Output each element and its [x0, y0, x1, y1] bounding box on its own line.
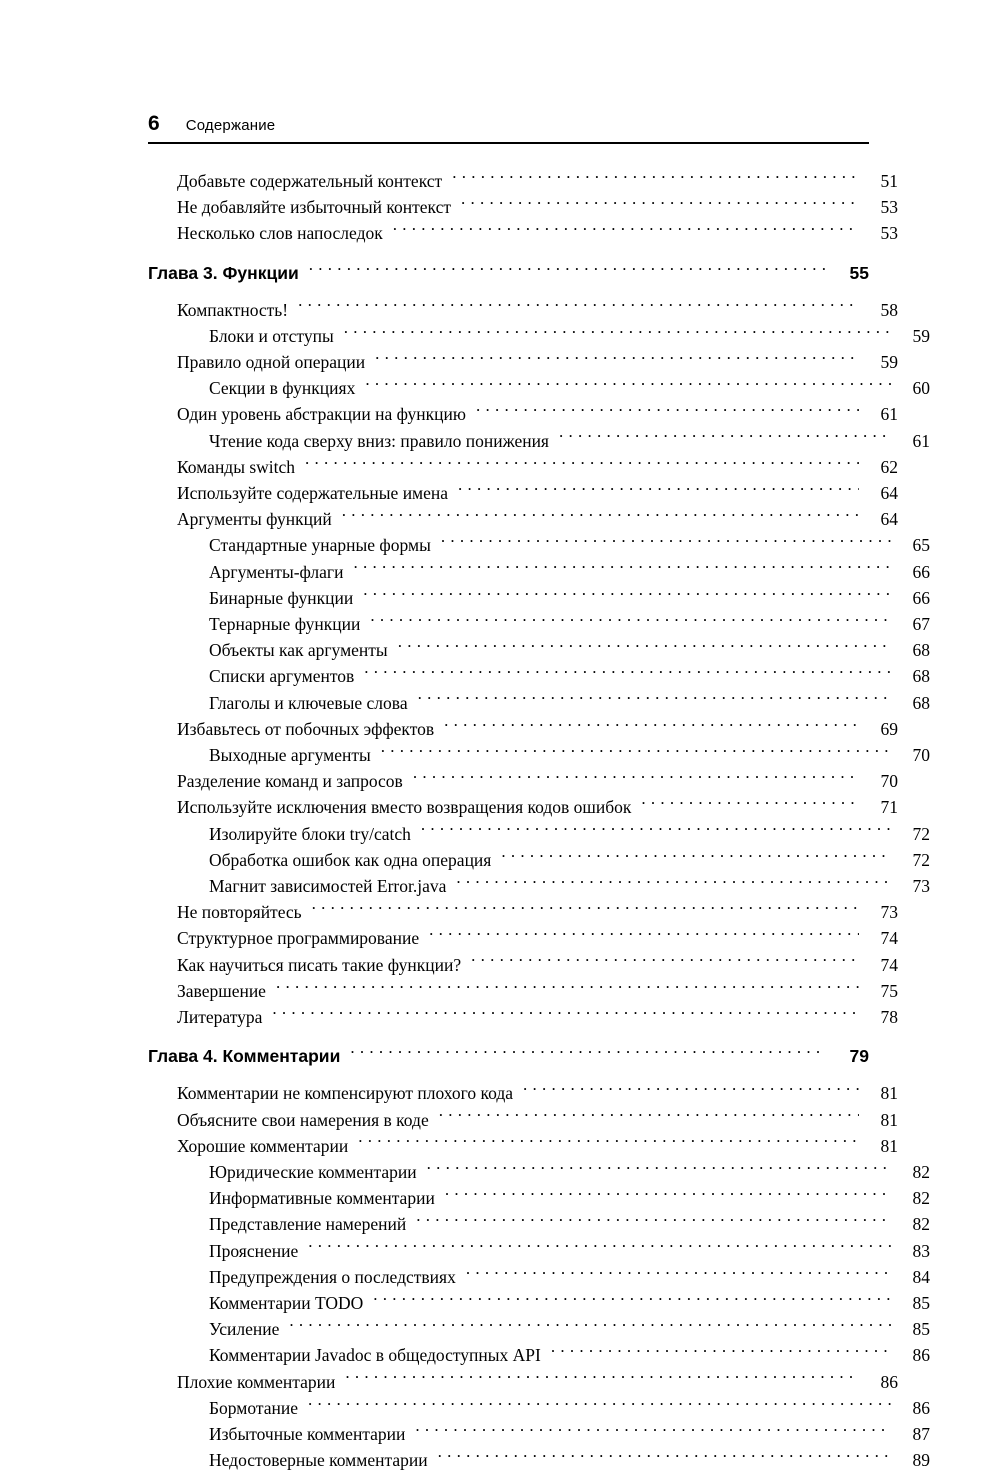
toc-entry[interactable]: [209, 1211, 930, 1237]
toc-entry-label: Добавьте содержательный контекст: [177, 171, 443, 191]
toc-entry[interactable]: [209, 428, 930, 454]
toc-leader-dots: [559, 429, 891, 447]
toc-leader-dots: [415, 1422, 891, 1440]
toc-entry-label: Информативные комментарии: [209, 1188, 435, 1209]
toc-leader-dots: [421, 822, 891, 840]
toc-entry-page: 70: [912, 745, 930, 766]
toc-entry[interactable]: [177, 899, 898, 925]
toc-leader-dots: [358, 1134, 859, 1152]
toc-leader-dots: [501, 848, 891, 866]
toc-leader-dots: [461, 196, 859, 214]
toc-leader-dots: [344, 324, 891, 342]
toc-leader-dots: [289, 1318, 891, 1336]
toc-leader-dots: [373, 1291, 891, 1309]
toc-entry-label: Комментарии TODO: [209, 1292, 364, 1313]
toc-entry-page: 86: [912, 1345, 930, 1366]
toc-entry-page: 61: [912, 430, 930, 451]
toc-entry[interactable]: [177, 480, 898, 506]
toc-entry-label: Чтение кода сверху вниз: правило понижения: [209, 430, 549, 451]
toc-entry[interactable]: [209, 637, 930, 663]
toc-entry[interactable]: [177, 194, 898, 220]
toc-entry-label: Завершение: [177, 980, 266, 1001]
toc-leader-dots: [439, 1108, 859, 1126]
toc-leader-dots: [456, 875, 891, 893]
toc-entry-page: 64: [880, 483, 898, 504]
toc-entry-page: 87: [912, 1423, 930, 1444]
toc-leader-dots: [418, 691, 891, 709]
toc-entry-label: Стандартные унарные формы: [209, 535, 431, 556]
toc-entry[interactable]: [209, 1342, 930, 1368]
toc-leader-dots: [312, 901, 859, 919]
toc-entry-label: Как научиться писать такие функции?: [177, 954, 462, 975]
toc-entry-label: Разделение команд и запросов: [177, 771, 403, 792]
toc-entry[interactable]: [209, 1290, 930, 1316]
toc-entry-label: Не повторяйтесь: [177, 902, 302, 923]
toc-entry-page: 74: [880, 954, 898, 975]
toc-leader-dots: [309, 261, 826, 279]
toc-entry[interactable]: [177, 506, 898, 532]
toc-entry[interactable]: [177, 1133, 898, 1159]
toc-entry-page: 67: [912, 614, 930, 635]
toc-entry-label: Избавьтесь от побочных эффектов: [177, 718, 435, 739]
toc-entry-page: 72: [912, 823, 930, 844]
toc-chapter-entry[interactable]: [148, 260, 869, 287]
toc-leader-dots: [471, 953, 859, 971]
toc-entry-label: Предупреждения о последствиях: [209, 1266, 456, 1287]
toc-entry-label: Недостоверные комментарии: [209, 1450, 428, 1471]
toc-leader-dots: [445, 1187, 891, 1205]
toc-entry-label: Используйте содержательные имена: [177, 483, 449, 504]
toc-entry[interactable]: [209, 559, 930, 585]
toc-entry-page: 53: [880, 223, 898, 244]
toc-entry[interactable]: [209, 1447, 930, 1473]
toc-leader-dots: [452, 170, 859, 188]
header-divider: [148, 142, 869, 144]
toc-entry-page: 81: [880, 1135, 898, 1156]
toc-leader-dots: [429, 927, 859, 945]
toc-entry-page: 58: [880, 299, 898, 320]
toc-entry-page: 78: [880, 1007, 898, 1028]
toc-entry[interactable]: [177, 978, 898, 1004]
toc-entry[interactable]: [209, 1421, 930, 1447]
toc-list: [148, 168, 930, 1473]
toc-leader-dots: [305, 455, 859, 473]
toc-entry[interactable]: [177, 401, 898, 427]
toc-leader-dots: [458, 482, 859, 500]
toc-leader-dots: [441, 534, 891, 552]
toc-entry-label: Объекты как аргументы: [209, 640, 388, 661]
toc-entry[interactable]: [177, 1107, 898, 1133]
toc-entry[interactable]: [209, 1238, 930, 1264]
toc-leader-dots: [298, 298, 859, 316]
toc-entry-page: 59: [880, 352, 898, 373]
toc-entry-label: Секции в функциях: [209, 378, 356, 399]
toc-entry-label: Глава 4. Комментарии: [148, 1046, 341, 1067]
toc-entry[interactable]: [209, 532, 930, 558]
toc-entry-page: 75: [880, 980, 898, 1001]
toc-entry-label: Один уровень абстракции на функцию: [177, 404, 466, 425]
toc-entry[interactable]: [209, 323, 930, 349]
toc-entry[interactable]: [177, 454, 898, 480]
toc-entry[interactable]: [177, 925, 898, 951]
toc-entry[interactable]: [209, 1159, 930, 1185]
toc-entry[interactable]: [177, 297, 898, 323]
toc-entry-label: Команды switch: [177, 456, 296, 477]
toc-leader-dots: [444, 717, 859, 735]
toc-entry-page: 69: [880, 718, 898, 739]
toc-entry-page: 85: [912, 1319, 930, 1340]
toc-entry-page: 82: [912, 1161, 930, 1182]
toc-entry-label: Несколько слов напоследок: [177, 223, 383, 244]
toc-entry-page: 89: [912, 1450, 930, 1471]
toc-entry-label: Аргументы функций: [177, 509, 332, 530]
toc-entry-page: 86: [880, 1371, 898, 1392]
toc-entry-page: 86: [912, 1397, 930, 1418]
toc-entry-label: Бинарные функции: [209, 587, 354, 608]
toc-entry[interactable]: [177, 349, 898, 375]
running-head: [148, 112, 868, 136]
toc-entry-page: 66: [912, 587, 930, 608]
toc-entry[interactable]: [209, 375, 930, 401]
toc-entry-label: Прояснение: [209, 1240, 299, 1261]
toc-entry[interactable]: [209, 742, 930, 768]
toc-entry-page: 84: [912, 1266, 930, 1287]
toc-leader-dots: [353, 560, 891, 578]
toc-entry-label: Блоки и отступы: [209, 325, 334, 346]
toc-entry-page: 68: [912, 666, 930, 687]
toc-entry-label: Юридические комментарии: [209, 1161, 417, 1182]
toc-entry[interactable]: [209, 690, 930, 716]
toc-entry[interactable]: [177, 768, 898, 794]
toc-entry-label: Хорошие комментарии: [177, 1135, 349, 1156]
toc-leader-dots: [466, 1265, 891, 1283]
toc-leader-dots: [276, 979, 859, 997]
toc-entry-label: Усиление: [209, 1319, 280, 1340]
toc-leader-dots: [308, 1239, 891, 1257]
toc-entry[interactable]: [209, 585, 930, 611]
toc-entry-label: Бормотание: [209, 1397, 299, 1418]
toc-entry-label: Избыточные комментарии: [209, 1423, 406, 1444]
toc-entry-label: Обработка ошибок как одна операция: [209, 849, 492, 870]
toc-leader-dots: [350, 1045, 826, 1063]
toc-entry-label: Правило одной операции: [177, 352, 366, 373]
toc-entry[interactable]: [177, 1369, 898, 1395]
toc-leader-dots: [641, 796, 859, 814]
toc-entry[interactable]: [177, 794, 898, 820]
page-title: Содержание: [185, 117, 276, 134]
toc-entry-page: 68: [912, 692, 930, 713]
toc-entry-label: Представление намерений: [209, 1214, 407, 1235]
toc-entry-label: Аргументы-флаги: [209, 561, 344, 582]
toc-chapter-entry[interactable]: [148, 1043, 869, 1070]
toc-leader-dots: [375, 351, 859, 369]
toc-entry-page: 81: [880, 1109, 898, 1130]
toc-leader-dots: [370, 613, 891, 631]
toc-leader-dots: [345, 1370, 859, 1388]
toc-entry-label: Глава 3. Функции: [148, 262, 299, 283]
toc-entry-page: 68: [912, 640, 930, 661]
toc-leader-dots: [413, 770, 859, 788]
toc-entry[interactable]: [209, 847, 930, 873]
toc-entry-label: Объясните свои намерения в коде: [177, 1109, 429, 1130]
toc-entry-page: 70: [880, 771, 898, 792]
toc-entry[interactable]: [209, 873, 930, 899]
toc-entry-page: 53: [880, 197, 898, 218]
toc-entry-page: 74: [880, 928, 898, 949]
toc-entry[interactable]: [209, 1185, 930, 1211]
toc-entry[interactable]: [209, 611, 930, 637]
toc-entry-label: Используйте исключения вместо возвращения кодов ошибок: [177, 797, 632, 818]
toc-entry-label: Комментарии Javadoc в общедоступных API: [209, 1345, 541, 1366]
toc-entry-label: Не добавляйте избыточный контекст: [177, 197, 452, 218]
toc-leader-dots: [272, 1006, 859, 1024]
toc-entry-page: 55: [849, 262, 869, 283]
toc-entry-label: Магнит зависимостей Error.java: [209, 876, 447, 897]
toc-entry[interactable]: [209, 1264, 930, 1290]
toc-entry[interactable]: [177, 716, 898, 742]
toc-leader-dots: [438, 1449, 891, 1467]
toc-leader-dots: [551, 1344, 891, 1362]
toc-entry-page: 85: [912, 1292, 930, 1313]
toc-entry-page: 83: [912, 1240, 930, 1261]
toc-leader-dots: [398, 639, 891, 657]
toc-entry-label: Структурное программирование: [177, 928, 420, 949]
toc-entry-page: 51: [880, 171, 898, 191]
toc-entry[interactable]: [177, 168, 898, 194]
toc-entry-page: 62: [880, 456, 898, 477]
toc-entry-page: 72: [912, 849, 930, 870]
page-number: 6: [148, 112, 160, 135]
toc-entry-label: Литература: [177, 1007, 263, 1028]
toc-entry-page: 64: [880, 509, 898, 530]
toc-entry-page: 82: [912, 1188, 930, 1209]
toc-leader-dots: [476, 403, 859, 421]
toc-leader-dots: [523, 1082, 859, 1100]
toc-entry-page: 60: [912, 378, 930, 399]
toc-entry-label: Плохие комментарии: [177, 1371, 336, 1392]
toc-entry-label: Компактность!: [177, 299, 289, 320]
toc-entry[interactable]: [177, 1080, 898, 1106]
toc-leader-dots: [342, 508, 859, 526]
toc-leader-dots: [416, 1213, 891, 1231]
toc-entry-page: 79: [849, 1046, 869, 1067]
toc-entry-page: 66: [912, 561, 930, 582]
toc-entry-page: 65: [912, 535, 930, 556]
toc-entry-page: 82: [912, 1214, 930, 1235]
toc-entry[interactable]: [177, 220, 898, 246]
toc-entry[interactable]: [209, 1395, 930, 1421]
toc-entry-page: 81: [880, 1083, 898, 1104]
toc-entry[interactable]: [209, 1316, 930, 1342]
toc-leader-dots: [364, 665, 891, 683]
toc-leader-dots: [381, 744, 891, 762]
toc-entry-page: 71: [880, 797, 898, 818]
toc-entry-page: 73: [880, 902, 898, 923]
toc-leader-dots: [308, 1396, 891, 1414]
toc-entry[interactable]: [177, 952, 898, 978]
toc-entry-label: Тернарные функции: [209, 614, 361, 635]
toc-entry-label: Списки аргументов: [209, 666, 355, 687]
toc-entry-label: Комментарии не компенсируют плохого кода: [177, 1083, 514, 1104]
toc-leader-dots: [365, 377, 891, 395]
toc-entry-label: Изолируйте блоки try/catch: [209, 823, 411, 844]
toc-entry-page: 61: [880, 404, 898, 425]
toc-entry-label: Выходные аргументы: [209, 745, 371, 766]
toc-leader-dots: [427, 1160, 891, 1178]
toc-leader-dots: [393, 222, 859, 240]
toc-entry[interactable]: [209, 663, 930, 689]
toc-entry-page: 73: [912, 876, 930, 897]
toc-entry[interactable]: [177, 1004, 898, 1030]
toc-entry[interactable]: [209, 821, 930, 847]
toc-leader-dots: [363, 586, 891, 604]
toc-entry-label: Глаголы и ключевые слова: [209, 692, 408, 713]
toc-entry-page: 59: [912, 325, 930, 346]
